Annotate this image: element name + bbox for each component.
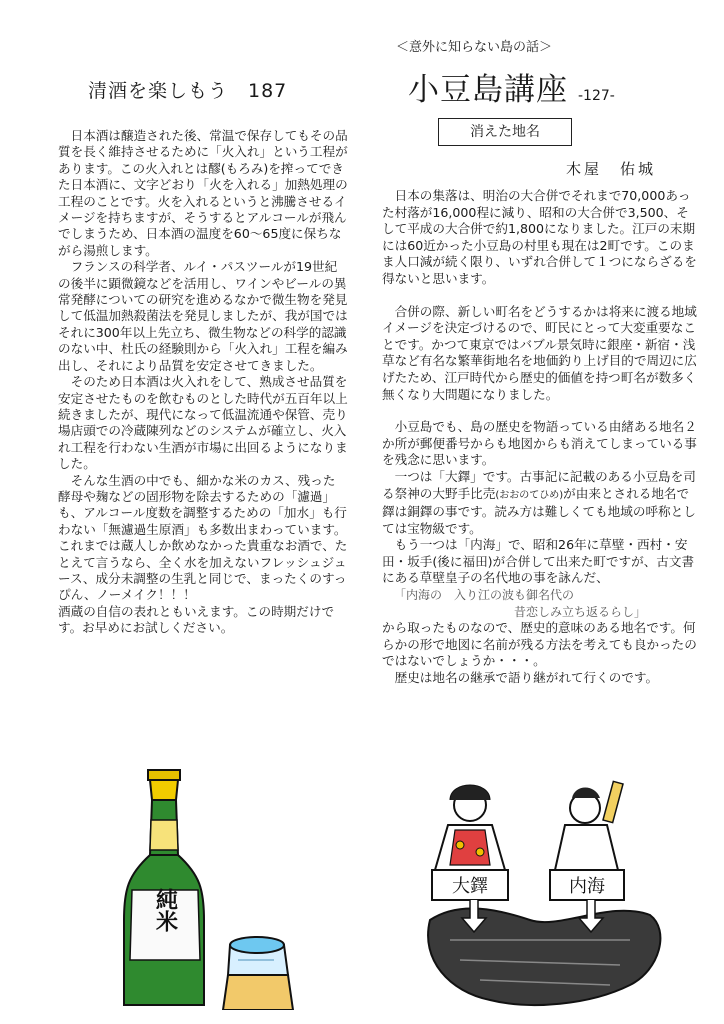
left-paragraph: そんな生酒の中でも、細かな米のカス、残った酵母や麹などの固形物を除去するための「濾過」も、アルコール度数を調整するための「加水」も行わない「無濾過生原酒」も多数出まわっています。これまでは蔵人しか飲めなかった貴重なお酒で、たとえて言うなら、全く水を加えないフレッシュジュース、成分未調整の生乳と同じで、まったくのすっぴん、ノーメイク！！！ xyxy=(58,472,348,603)
bottle-label-text: 純米 xyxy=(152,888,178,932)
right-paragraph xyxy=(382,469,698,537)
poem-line-2: 昔恋しみ立ち返るらし」 xyxy=(514,604,647,619)
left-paragraph: 酒蔵の自信の表れともいえます。この時期だけです。お早めにお試しください。 xyxy=(58,603,335,636)
right-paragraph: 小豆島でも、島の歴史を物語っている由緒ある地名２か所が郵便番号からも地図からも消えてしまっている事を残念に思います。 xyxy=(382,419,697,468)
paragraph-text: 一つは「大鐸」です。古事記に記載のある小豆島を司る祭神の大野手比売 xyxy=(382,468,696,501)
article-subtitle-box: 消えた地名 xyxy=(438,118,572,146)
series-number: -127- xyxy=(578,87,615,104)
left-column-body xyxy=(58,128,348,637)
right-paragraph: から取ったものなので、歴史的意味のある地名です。何らかの形で地図に名前が残る方法を考えても良かったのではないでしょうか・・・。 xyxy=(382,620,697,669)
sign-daitaku: 大鐸 xyxy=(452,876,488,897)
paragraph-text: が由来とされる地名で鐸は銅鐸の事です。読み方は難しくても地域の呼称としては宝物級です。 xyxy=(382,485,696,536)
right-paragraph: 合併の際、新しい町名をどうするかは将来に渡る地域イメージを決定づけるので、町民にとって大変重要なことです。かつて東京ではバブル景気時に銀座・新宿・浅草など有名な繁華街地名を地価釣り上げ目的で周辺に広げたため、江戸時代から歴史的価値を持つ町名が数多く無くなり大問題になりました。 xyxy=(382,303,697,402)
poem-line-1: 「内海の 入り江の波も御名代の xyxy=(394,588,575,603)
figures-illustration xyxy=(410,770,680,1020)
right-paragraph: 歴史は地名の継承で語り継がれて行くのです。 xyxy=(394,670,659,686)
sign-uchinomi: 内海 xyxy=(569,876,605,897)
series-title-block xyxy=(408,64,668,109)
left-paragraph: そのため日本酒は火入れをして、熟成させ品質を安定させたものを飲むものとした時代が五百年以上続きましたが、現代になって低温流通や保管、売り場店頭での冷蔵陳列などのシステムが確立し、火入れ工程を行わない生酒が市場に出回るようになりました。 xyxy=(58,374,348,472)
series-supertitle: ＜意外に知らない島の話＞ xyxy=(396,40,553,55)
left-column-title: 清酒を楽しもう 187 xyxy=(88,80,288,102)
right-column-body xyxy=(382,188,698,687)
sake-bottle-illustration xyxy=(118,760,318,1010)
left-paragraph: 日本酒は醸造された後、常温で保存してもその品質を長く維持させるために「火入れ」という工程があります。この火入れとは醪(もろみ)を搾ってできた日本酒に、文字どおり「火を入れる」加熱処理の工程のことです。火を入れるというと沸騰させるイメージを持ちますが、そうするとアルコールが飛んでしまうため、日本酒の温度を60〜65度に保ちながら湯煎します。 xyxy=(58,128,348,258)
author-name: 木屋 佑城 xyxy=(566,160,657,178)
right-paragraph: 日本の集落は、明治の大合併でそれまで70,000あった村落が16,000程に減り、昭和の大合併で3,500、そして平成の大合併で約1,800になりました。江戸の末期には60近かった小豆島の村里も現在は2町です。このまま人口減が続く限り、いずれ合併して１つにならざるを得ないと思います。 xyxy=(382,188,697,286)
series-title: 小豆島講座 xyxy=(408,72,568,108)
ruby-reading: (おおのてひめ) xyxy=(495,489,564,501)
right-paragraph: もう一つは「内海」で、昭和26年に草壁・西村・安田・坂手(後に福田)が合併して出来た町ですが、古文書にある草壁皇子の名代地の事を詠んだ、 xyxy=(382,537,695,586)
left-paragraph: フランスの科学者、ルイ・パスツールが19世紀の後半に顕微鏡などを活用し、ワインやビールの異常発酵についての研究を進めるなかで微生物を発見して低温加熱殺菌法を発見しましたが、我が国ではそれに300年以上先立ち、微生物などの科学的認識のない中、杜氏の経験則から「火入れ」工程を編み出し、それにより品質を安定させてきました。 xyxy=(58,259,348,373)
